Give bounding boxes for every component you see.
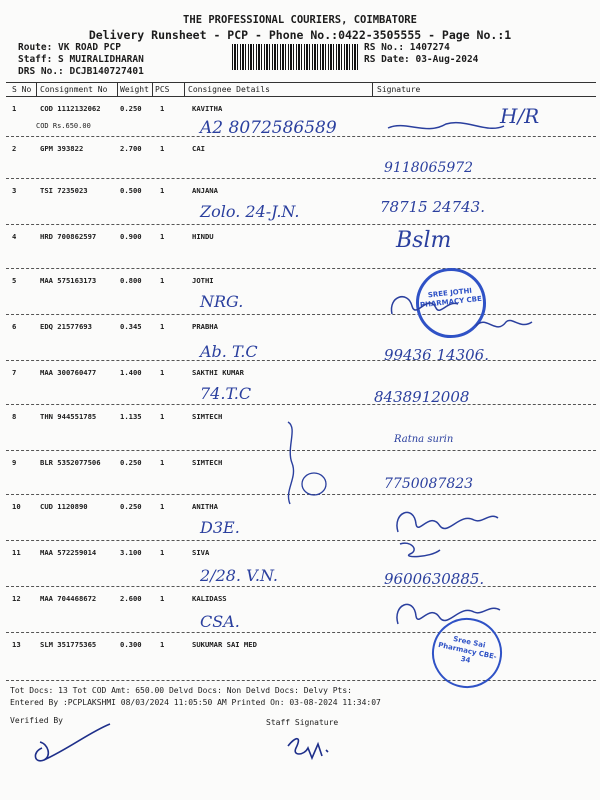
row-divider (6, 404, 596, 405)
row-recipient-signature: 99436 14306. (384, 346, 489, 364)
col-consignee: Consignee Details (188, 85, 270, 94)
row-consignment-no: COD 1112132062 (40, 104, 101, 113)
row-consignee: SUKUMAR SAI MED (192, 640, 257, 649)
row-weight: 0.300 (120, 640, 142, 649)
row-consignee: SIVA (192, 548, 210, 557)
staff-signature (282, 728, 342, 764)
row-pcs: 1 (160, 594, 165, 603)
row-consignee: SIMTECH (192, 412, 223, 421)
drs-number: DRS No.: DCJB140727401 (18, 66, 144, 77)
totals-line: Tot Docs: 13 Tot COD Amt: 650.00 Delvd Docs: Non Delvd Docs: Delvy Pts: (10, 686, 352, 695)
row-recipient-signature: 9600630885. (384, 570, 485, 588)
row-weight: 1.135 (120, 412, 142, 421)
row-pcs: 1 (160, 458, 165, 467)
row-weight: 2.700 (120, 144, 142, 153)
staff-signature-label: Staff Signature (266, 718, 339, 727)
row-sno: 2 (12, 144, 17, 153)
staff-name: Staff: S MUIRALIDHARAN (18, 54, 144, 65)
row-divider (6, 224, 596, 225)
row-sno: 5 (12, 276, 17, 285)
row-recipient-signature: 7750087823 (384, 476, 474, 492)
row-pcs: 1 (160, 186, 165, 195)
row-sno: 6 (12, 322, 17, 331)
row-sno: 12 (12, 594, 21, 603)
table-top-rule (6, 82, 596, 83)
row-recipient-signature: 8438912008 (374, 388, 470, 406)
route: Route: VK ROAD PCP (18, 42, 121, 53)
row-consignee: JOTHI (192, 276, 214, 285)
row-sno: 11 (12, 548, 21, 557)
row-handwritten-note: CSA. (200, 612, 240, 631)
row-weight: 0.900 (120, 232, 142, 241)
row-pcs: 1 (160, 104, 165, 113)
row-consignee: KALIDASS (192, 594, 227, 603)
col-sno: S No (12, 85, 32, 94)
row-pcs: 1 (160, 640, 165, 649)
col-signature: Signature (377, 85, 421, 94)
row-handwritten-note: Zolo. 24-J.N. (200, 202, 300, 221)
row-pcs: 1 (160, 322, 165, 331)
row-recipient-signature: 9118065972 (384, 160, 474, 176)
row-consignee: SIMTECH (192, 458, 223, 467)
row-sno: 3 (12, 186, 17, 195)
handwritten-signature-scribble (388, 290, 468, 326)
row-weight: 2.600 (120, 594, 142, 603)
row-cod-amount: COD Rs.650.00 (36, 122, 91, 130)
bracket-annotation (278, 418, 328, 508)
row-consignment-no: MAA 572259014 (40, 548, 97, 557)
rs-date: RS Date: 03-Aug-2024 (364, 54, 479, 65)
col-divider (117, 82, 118, 96)
row-weight: 0.345 (120, 322, 142, 331)
row-sno: 10 (12, 502, 21, 511)
row-weight: 0.250 (120, 458, 142, 467)
verified-by-label: Verified By (10, 716, 63, 725)
row-handwritten-note: NRG. (200, 292, 244, 311)
row-weight: 0.800 (120, 276, 142, 285)
row-consignment-no: BLR 5352077506 (40, 458, 101, 467)
verifier-signature (30, 718, 120, 768)
entered-by-line: Entered By :PCPLAKSHMI 08/03/2024 11:05:50 AM Printed On: 03-08-2024 11:34:07 (10, 698, 381, 707)
barcode (232, 44, 358, 70)
row-handwritten-note: D3E. (200, 518, 240, 537)
row-weight: 3.100 (120, 548, 142, 557)
row-consignment-no: GPM 393822 (40, 144, 84, 153)
table-header-rule (6, 96, 596, 97)
row-consignee: SAKTHI KUMAR (192, 368, 244, 377)
row-consignment-no: SLM 351775365 (40, 640, 97, 649)
row-consignee: PRABHA (192, 322, 218, 331)
row-divider (6, 680, 596, 681)
row-recipient-signature: Bslm (396, 228, 452, 253)
row-pcs: 1 (160, 368, 165, 377)
col-divider (36, 82, 37, 96)
row-divider (6, 586, 596, 587)
col-consignment: Consignment No (40, 85, 108, 94)
row-handwritten-note: A2 8072586589 (200, 118, 337, 138)
row-pcs: 1 (160, 232, 165, 241)
row-pcs: 1 (160, 144, 165, 153)
row-consignment-no: HRD 700862597 (40, 232, 97, 241)
row-sno: 13 (12, 640, 21, 649)
handwritten-signature-scribble (474, 312, 538, 348)
row-divider (6, 360, 596, 361)
row-sno: 4 (12, 232, 17, 241)
row-consignee: CAI (192, 144, 205, 153)
row-weight: 1.400 (120, 368, 142, 377)
row-recipient-signature: 78715 24743. (380, 198, 485, 216)
handwritten-signature-scribble (380, 540, 444, 576)
row-pcs: 1 (160, 548, 165, 557)
row-sno: 8 (12, 412, 17, 421)
row-sno: 9 (12, 458, 17, 467)
row-consignee: HINDU (192, 232, 214, 241)
row-handwritten-note: 2/28. V.N. (200, 566, 279, 585)
row-pcs: 1 (160, 412, 165, 421)
row-divider (6, 540, 596, 541)
rs-number: RS No.: 1407274 (364, 42, 450, 53)
row-consignment-no: EDQ 21577693 (40, 322, 92, 331)
row-consignment-no: MAA 575163173 (40, 276, 97, 285)
row-recipient-signature: Ratna surin (394, 434, 454, 445)
col-divider (152, 82, 153, 96)
handwritten-signature-scribble (386, 118, 510, 154)
row-divider (6, 268, 596, 269)
row-pcs: 1 (160, 276, 165, 285)
row-weight: 0.500 (120, 186, 142, 195)
col-divider (372, 82, 373, 96)
col-divider (184, 82, 185, 96)
sheet-title: Delivery Runsheet - PCP - Phone No.:0422-3505555 - Page No.:1 (88, 28, 512, 42)
row-consignment-no: MAA 704468672 (40, 594, 97, 603)
pharmacy-stamp-2: Sree Sai Pharmacy CBE-34 (425, 611, 508, 694)
row-divider (6, 632, 596, 633)
row-recipient-signature: H/R (500, 104, 540, 128)
row-consignee: KAVITHA (192, 104, 223, 113)
row-divider (6, 178, 596, 179)
row-consignment-no: THN 944551785 (40, 412, 97, 421)
row-sno: 1 (12, 104, 17, 113)
pharmacy-stamp-1: SREE JOTHI PHARMACY CBE (413, 265, 490, 342)
handwritten-signature-scribble (394, 506, 504, 542)
row-consignment-no: TSI 7235023 (40, 186, 88, 195)
row-weight: 0.250 (120, 104, 142, 113)
col-weight: Weight (120, 85, 149, 94)
row-pcs: 1 (160, 502, 165, 511)
row-weight: 0.250 (120, 502, 142, 511)
handwritten-signature-scribble (394, 598, 506, 634)
company-name: THE PROFESSIONAL COURIERS, COIMBATORE (183, 14, 417, 26)
row-consignee: ANJANA (192, 186, 218, 195)
row-handwritten-note: 74.T.C (200, 384, 252, 403)
row-consignment-no: MAA 300760477 (40, 368, 97, 377)
row-handwritten-note: Ab. T.C (200, 342, 258, 361)
row-sno: 7 (12, 368, 17, 377)
row-consignee: ANITHA (192, 502, 218, 511)
col-pcs: PCS (155, 85, 170, 94)
row-consignment-no: CUD 1120890 (40, 502, 88, 511)
